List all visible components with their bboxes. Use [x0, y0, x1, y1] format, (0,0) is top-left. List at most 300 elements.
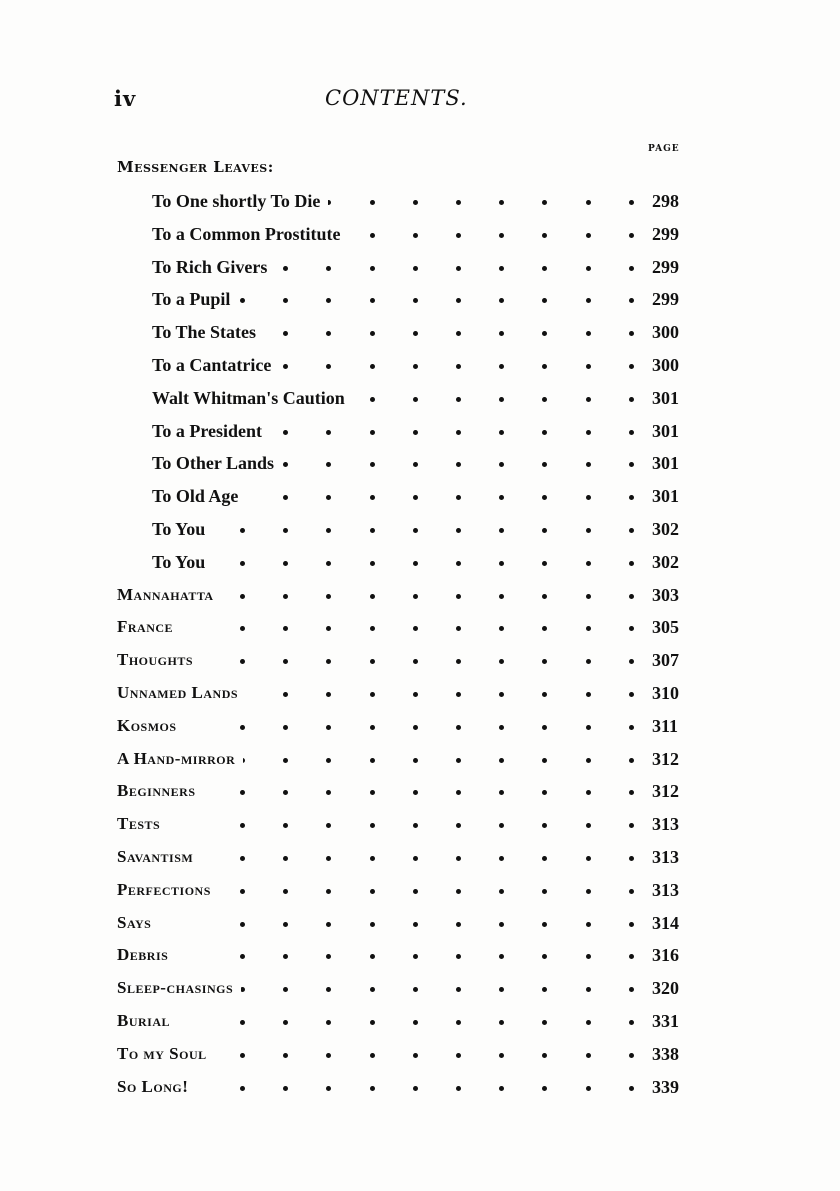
leader-dot — [283, 758, 288, 763]
toc-entry — [0, 579, 840, 612]
leader-dot — [413, 725, 418, 730]
leader-dot — [326, 889, 331, 894]
entry-page-number: 310 — [652, 682, 679, 703]
leader-dot — [283, 987, 288, 992]
leader-dot — [629, 954, 634, 959]
leader-dot — [240, 528, 245, 533]
entry-title: To a Common Prostitute — [152, 218, 349, 251]
leader-dot — [326, 364, 331, 369]
leader-dot — [586, 495, 591, 500]
leader-dot — [413, 954, 418, 959]
leader-dot — [499, 626, 504, 631]
leader-dot — [629, 594, 634, 599]
leader-dot — [413, 430, 418, 435]
leader-dot — [586, 922, 591, 927]
dot-leader — [240, 1071, 640, 1104]
leader-dot — [370, 758, 375, 763]
dot-leader — [240, 513, 640, 546]
leader-dot — [456, 987, 461, 992]
leader-dot — [456, 758, 461, 763]
leader-dot — [370, 1086, 375, 1091]
dot-leader — [240, 907, 640, 940]
leader-dot — [456, 266, 461, 271]
leader-dot — [542, 758, 547, 763]
leader-dot — [456, 889, 461, 894]
leader-dot — [542, 561, 547, 566]
leader-dot — [629, 561, 634, 566]
leader-dot — [326, 266, 331, 271]
leader-dot — [283, 528, 288, 533]
dot-leader — [240, 939, 640, 972]
leader-dot — [586, 528, 591, 533]
leader-dot — [586, 692, 591, 697]
entry-title: To You — [152, 546, 213, 579]
leader-dot — [629, 790, 634, 795]
leader-dot — [542, 462, 547, 467]
leader-dot — [542, 266, 547, 271]
leader-dot — [283, 692, 288, 697]
leader-dot — [629, 725, 634, 730]
toc-entry — [0, 251, 840, 284]
dot-leader — [240, 611, 640, 644]
leader-dot — [413, 790, 418, 795]
leader-dot — [240, 954, 245, 959]
dot-leader — [240, 480, 640, 513]
leader-dot — [499, 462, 504, 467]
leader-dot — [456, 200, 461, 205]
leader-dot — [629, 1053, 634, 1058]
entry-title: Perfections — [117, 874, 219, 907]
leader-dot — [370, 889, 375, 894]
toc-entry — [0, 874, 840, 907]
leader-dot — [456, 1020, 461, 1025]
leader-dot — [370, 856, 375, 861]
leader-dot — [499, 856, 504, 861]
leader-dot — [326, 1053, 331, 1058]
leader-dot — [629, 823, 634, 828]
leader-dot — [586, 856, 591, 861]
leader-dot — [326, 725, 331, 730]
leader-dot — [326, 528, 331, 533]
leader-dot — [629, 364, 634, 369]
leader-dot — [586, 594, 591, 599]
leader-dot — [370, 430, 375, 435]
leader-dot — [413, 1020, 418, 1025]
entry-page-number: 299 — [652, 223, 679, 244]
entry-title: To You — [152, 513, 213, 546]
entry-title: Sleep-chasings — [117, 972, 241, 1005]
leader-dot — [370, 233, 375, 238]
leader-dot — [283, 856, 288, 861]
leader-dot — [499, 692, 504, 697]
toc-entry — [0, 1071, 840, 1104]
leader-dot — [413, 1053, 418, 1058]
leader-dot — [326, 561, 331, 566]
entry-page-number: 299 — [652, 289, 679, 310]
entry-page-number: 307 — [652, 650, 679, 671]
leader-dot — [240, 1053, 245, 1058]
leader-dot — [370, 823, 375, 828]
leader-dot — [542, 528, 547, 533]
leader-dot — [413, 561, 418, 566]
leader-dot — [629, 1086, 634, 1091]
entry-title: To a Cantatrice — [152, 349, 279, 382]
leader-dot — [240, 626, 245, 631]
leader-dot — [326, 462, 331, 467]
leader-dot — [586, 233, 591, 238]
leader-dot — [586, 725, 591, 730]
leader-dot — [499, 528, 504, 533]
dot-leader — [240, 447, 640, 480]
leader-dot — [499, 790, 504, 795]
page-column-label: PAGE — [648, 144, 680, 154]
leader-dot — [370, 1020, 375, 1025]
leader-dot — [542, 200, 547, 205]
entry-page-number: 298 — [652, 191, 679, 211]
leader-dot — [283, 266, 288, 271]
leader-dot — [370, 200, 375, 205]
leader-dot — [629, 1020, 634, 1025]
leader-dot — [586, 397, 591, 402]
toc-entry — [0, 1038, 840, 1071]
leader-dot — [326, 758, 331, 763]
entry-title: To Old Age — [152, 480, 246, 513]
leader-dot — [240, 725, 245, 730]
leader-dot — [629, 659, 634, 664]
leader-dot — [240, 856, 245, 861]
dot-leader — [240, 808, 640, 841]
leader-dot — [629, 495, 634, 500]
leader-dot — [413, 594, 418, 599]
leader-dot — [240, 594, 245, 599]
toc-entry — [0, 939, 840, 972]
leader-dot — [413, 298, 418, 303]
leader-dot — [283, 495, 288, 500]
toc-entry — [0, 775, 840, 808]
toc-entry — [0, 218, 840, 251]
leader-dot — [326, 954, 331, 959]
leader-dot — [326, 987, 331, 992]
entry-page-number: 300 — [652, 322, 679, 343]
leader-dot — [240, 889, 245, 894]
leader-dot — [542, 954, 547, 959]
leader-dot — [586, 790, 591, 795]
leader-dot — [586, 1053, 591, 1058]
toc-entry — [0, 808, 840, 841]
dot-leader — [240, 775, 640, 808]
leader-dot — [499, 659, 504, 664]
leader-dot — [326, 823, 331, 828]
dot-leader — [240, 874, 640, 907]
leader-dot — [283, 823, 288, 828]
leader-dot — [586, 987, 591, 992]
leader-dot — [413, 856, 418, 861]
leader-dot — [240, 298, 245, 303]
entry-page-number: 312 — [652, 748, 679, 769]
entry-page-number: 312 — [652, 781, 679, 802]
entry-title: Burial — [117, 1005, 178, 1038]
toc-entry — [0, 513, 840, 546]
leader-dot — [370, 987, 375, 992]
leader-dot — [499, 397, 504, 402]
leader-dot — [499, 331, 504, 336]
leader-dot — [542, 331, 547, 336]
toc-entry — [0, 644, 840, 677]
leader-dot — [456, 954, 461, 959]
leader-dot — [586, 1020, 591, 1025]
entry-page-number: 313 — [652, 846, 679, 867]
leader-dot — [542, 823, 547, 828]
leader-dot — [326, 331, 331, 336]
leader-dot — [413, 692, 418, 697]
leader-dot — [413, 922, 418, 927]
leader-dot — [413, 200, 418, 205]
leader-dot — [586, 889, 591, 894]
leader-dot — [413, 233, 418, 238]
leader-dot — [283, 561, 288, 566]
leader-dot — [413, 659, 418, 664]
leader-dot — [586, 659, 591, 664]
leader-dot — [456, 462, 461, 467]
entry-title: To Other Lands — [152, 447, 282, 480]
leader-dot — [499, 725, 504, 730]
leader-dot — [283, 725, 288, 730]
leader-dot — [370, 659, 375, 664]
toc-entry — [0, 743, 840, 776]
leader-dot — [542, 430, 547, 435]
toc-entry — [0, 1005, 840, 1038]
leader-dot — [283, 594, 288, 599]
leader-dot — [499, 233, 504, 238]
dot-leader — [240, 644, 640, 677]
leader-dot — [499, 495, 504, 500]
entry-page-number: 301 — [652, 453, 679, 474]
leader-dot — [326, 1020, 331, 1025]
leader-dot — [283, 659, 288, 664]
leader-dot — [370, 331, 375, 336]
dot-leader — [240, 546, 640, 579]
leader-dot — [542, 1086, 547, 1091]
leader-dot — [456, 233, 461, 238]
leader-dot — [542, 495, 547, 500]
leader-dot — [413, 397, 418, 402]
leader-dot — [629, 987, 634, 992]
leader-dot — [283, 1020, 288, 1025]
leader-dot — [499, 823, 504, 828]
entry-title: Kosmos — [117, 710, 185, 743]
leader-dot — [283, 922, 288, 927]
entry-title: Beginners — [117, 775, 204, 808]
leader-dot — [586, 266, 591, 271]
leader-dot — [629, 922, 634, 927]
entry-page-number: 302 — [652, 551, 679, 572]
leader-dot — [499, 364, 504, 369]
leader-dot — [499, 889, 504, 894]
leader-dot — [586, 823, 591, 828]
leader-dot — [542, 1053, 547, 1058]
leader-dot — [326, 1086, 331, 1091]
leader-dot — [456, 725, 461, 730]
entry-title: To The States — [152, 316, 264, 349]
leader-dot — [326, 692, 331, 697]
leader-dot — [499, 298, 504, 303]
dot-leader — [240, 316, 640, 349]
leader-dot — [586, 462, 591, 467]
leader-dot — [413, 823, 418, 828]
dot-leader — [240, 579, 640, 612]
leader-dot — [413, 364, 418, 369]
dot-leader — [240, 251, 640, 284]
leader-dot — [283, 1053, 288, 1058]
leader-dot — [499, 430, 504, 435]
leader-dot — [499, 922, 504, 927]
leader-dot — [499, 758, 504, 763]
dot-leader — [240, 349, 640, 382]
dot-leader — [240, 841, 640, 874]
leader-dot — [326, 495, 331, 500]
leader-dot — [370, 692, 375, 697]
leader-dot — [456, 495, 461, 500]
leader-dot — [240, 561, 245, 566]
leader-dot — [326, 790, 331, 795]
leader-dot — [326, 298, 331, 303]
leader-dot — [542, 626, 547, 631]
leader-dot — [283, 1086, 288, 1091]
leader-dot — [413, 528, 418, 533]
entry-title: Says — [117, 907, 159, 940]
leader-dot — [283, 364, 288, 369]
leader-dot — [586, 200, 591, 205]
dot-leader — [240, 1038, 640, 1071]
leader-dot — [456, 331, 461, 336]
leader-dot — [542, 922, 547, 927]
entry-page-number: 301 — [652, 387, 679, 408]
entry-title: To a Pupil — [152, 283, 238, 316]
leader-dot — [542, 1020, 547, 1025]
leader-dot — [370, 1053, 375, 1058]
toc-entry — [0, 677, 840, 710]
entry-title: Unnamed Lands — [117, 677, 246, 710]
leader-dot — [499, 200, 504, 205]
leader-dot — [542, 659, 547, 664]
dot-leader — [240, 710, 640, 743]
leader-dot — [240, 823, 245, 828]
entry-page-number: 320 — [652, 978, 679, 999]
leader-dot — [413, 889, 418, 894]
leader-dot — [629, 692, 634, 697]
entry-title: Debris — [117, 939, 176, 972]
leader-dot — [370, 561, 375, 566]
leader-dot — [499, 1086, 504, 1091]
leader-dot — [499, 594, 504, 599]
leader-dot — [629, 266, 634, 271]
dot-leader — [240, 1005, 640, 1038]
leader-dot — [240, 922, 245, 927]
entry-page-number: 314 — [652, 912, 679, 933]
leader-dot — [499, 1053, 504, 1058]
leader-dot — [370, 266, 375, 271]
leader-dot — [370, 528, 375, 533]
entry-title: Tests — [117, 808, 168, 841]
leader-dot — [456, 1086, 461, 1091]
entry-page-number: 299 — [652, 256, 679, 277]
leader-dot — [456, 922, 461, 927]
dot-leader — [240, 743, 640, 776]
leader-dot — [370, 790, 375, 795]
leader-dot — [456, 298, 461, 303]
leader-dot — [240, 790, 245, 795]
leader-dot — [283, 331, 288, 336]
leader-dot — [283, 462, 288, 467]
toc-entry — [0, 283, 840, 316]
leader-dot — [326, 856, 331, 861]
leader-dot — [586, 430, 591, 435]
leader-dot — [413, 626, 418, 631]
leader-dot — [326, 922, 331, 927]
leader-dot — [413, 331, 418, 336]
leader-dot — [586, 1086, 591, 1091]
leader-dot — [629, 298, 634, 303]
toc-entry — [0, 185, 840, 218]
leader-dot — [413, 758, 418, 763]
leader-dot — [283, 954, 288, 959]
entry-page-number: 313 — [652, 879, 679, 900]
leader-dot — [542, 856, 547, 861]
leader-dot — [456, 659, 461, 664]
leader-dot — [413, 1086, 418, 1091]
entry-page-number: 311 — [652, 715, 679, 736]
entry-title: To a President — [152, 415, 270, 448]
toc-entry — [0, 480, 840, 513]
leader-dot — [586, 298, 591, 303]
entry-page-number: 301 — [652, 420, 679, 441]
leader-dot — [586, 561, 591, 566]
leader-dot — [283, 790, 288, 795]
leader-dot — [629, 233, 634, 238]
leader-dot — [413, 987, 418, 992]
leader-dot — [370, 495, 375, 500]
dot-leader — [240, 415, 640, 448]
leader-dot — [283, 889, 288, 894]
leader-dot — [413, 266, 418, 271]
leader-dot — [456, 1053, 461, 1058]
leader-dot — [456, 430, 461, 435]
entry-title: So Long! — [117, 1071, 196, 1104]
entry-title: A Hand-mirror — [117, 743, 243, 776]
leader-dot — [499, 561, 504, 566]
toc-entry — [0, 349, 840, 382]
leader-dot — [413, 495, 418, 500]
leader-dot — [542, 397, 547, 402]
leader-dot — [370, 626, 375, 631]
leader-dot — [326, 430, 331, 435]
leader-dot — [499, 954, 504, 959]
dot-leader — [240, 283, 640, 316]
leader-dot — [283, 298, 288, 303]
entry-page-number: 303 — [652, 584, 679, 605]
leader-dot — [283, 626, 288, 631]
leader-dot — [456, 823, 461, 828]
toc-entry — [0, 316, 840, 349]
toc-entry — [0, 546, 840, 579]
entry-page-number: 316 — [652, 945, 679, 966]
leader-dot — [629, 397, 634, 402]
leader-dot — [586, 626, 591, 631]
entry-title: Thoughts — [117, 644, 201, 677]
toc-list — [0, 185, 840, 1103]
leader-dot — [456, 790, 461, 795]
leader-dot — [629, 528, 634, 533]
